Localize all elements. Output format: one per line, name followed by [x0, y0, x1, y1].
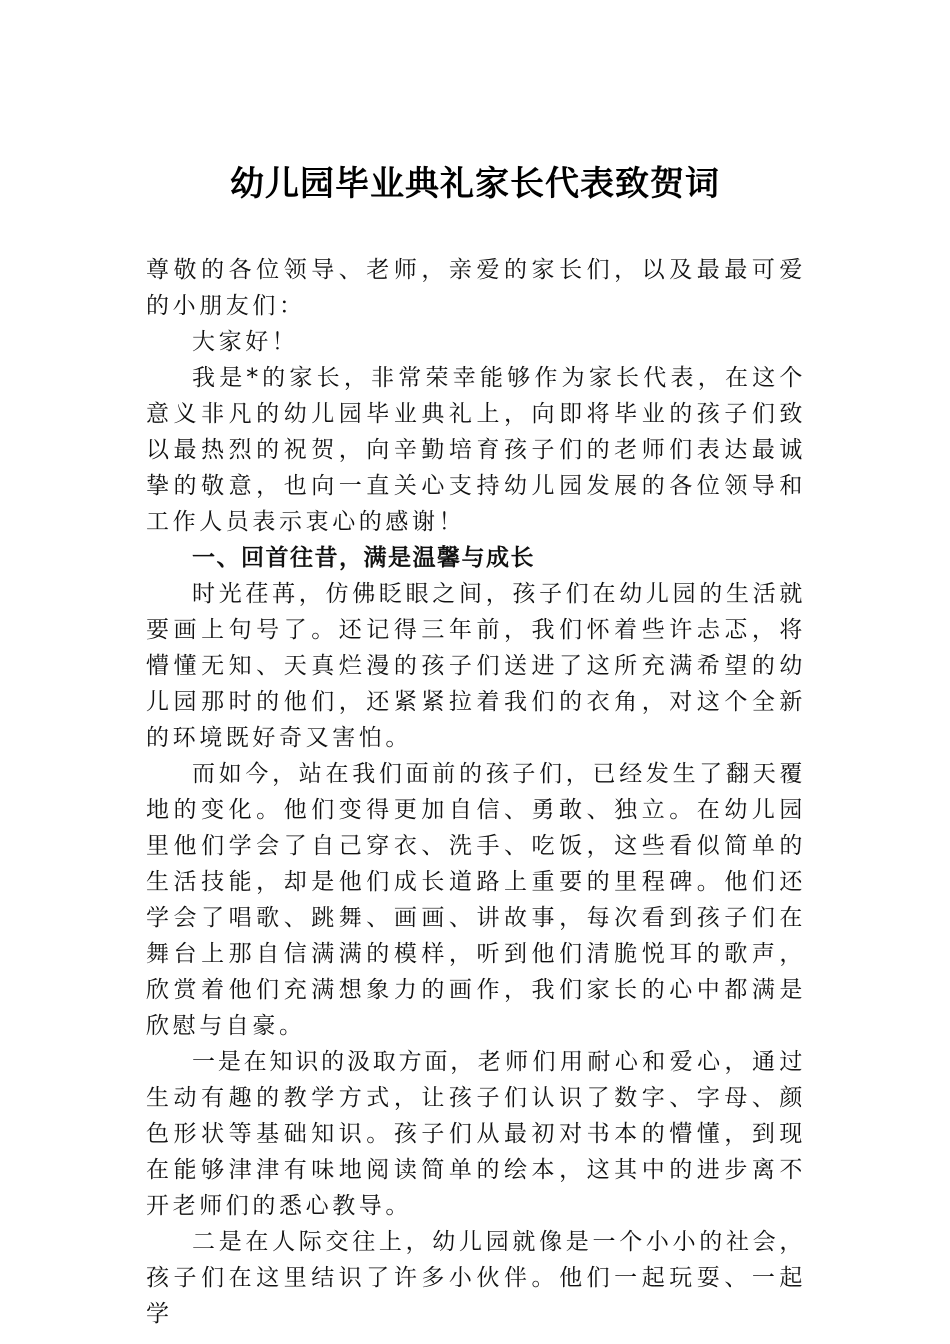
paragraph: 时光荏苒，仿佛眨眼之间，孩子们在幼儿园的生活就要画上句号了。还记得三年前，我们怀着些许忐忑，将懵懂无知、天真烂漫的孩子们送进了这所充满希望的幼儿园那时的他们，还紧紧拉着我们的衣角，对这个全新的环境既好奇又害怕。	[146, 581, 806, 751]
paragraph-rest: ，老师们用耐心和爱心，通过生动有趣的教学方式，让孩子们认识了数字、字母、颜色形状等基础知识。孩子们从最初对书本的懵懂，到现在能够津津有味地阅读简单的绘本，这其中的进步离不开老师们的悉心教导。	[146, 1049, 807, 1219]
paragraph: 而如今，站在我们面前的孩子们，已经发生了翻天覆地的变化。他们变得更加自信、勇敢、独立。在幼儿园里他们学会了自己穿衣、洗手、吃饭，这些看似简单的生活技能，却是他们成长道路上重要的里程碑。他们还学会了唱歌、跳舞、画画、讲故事，每次看到孩子们在舞台上那自信满满的模样，听到他们清脆悦耳的歌声，欣赏着他们充满想象力的画作，我们家长的心中都满是欣慰与自豪。	[146, 761, 806, 1039]
intro-paragraph: 我是*的家长，非常荣幸能够作为家长代表，在这个意义非凡的幼儿园毕业典礼上，向即将毕业的孩子们致以最热烈的祝贺，向辛勤培育孩子们的老师们表达最诚挚的敬意，也向一直关心支持幼儿园发展的各位领导和工作人员表示衷心的感谢！	[146, 365, 806, 535]
document-title: 幼儿园毕业典礼家长代表致贺词	[230, 164, 720, 204]
paragraph-lead: 一是在知识的汲取方面	[192, 1049, 451, 1075]
paragraph	[146, 1224, 806, 1332]
paragraph-lead: 二是在人际交往上	[192, 1229, 406, 1255]
section-heading: 一、回首往昔，满是温馨与成长	[192, 545, 535, 571]
greeting: 大家好！	[192, 329, 299, 355]
salutation: 尊敬的各位领导、老师，亲爱的家长们，以及最最可爱的小朋友们：	[146, 257, 806, 319]
paragraph	[146, 1044, 806, 1224]
paragraph-rest: ，幼儿园就像是一个小小的社会，孩子们在这里结识了许多小伙伴。他们一起玩耍、一起学	[146, 1229, 807, 1327]
document-body	[146, 252, 806, 1332]
